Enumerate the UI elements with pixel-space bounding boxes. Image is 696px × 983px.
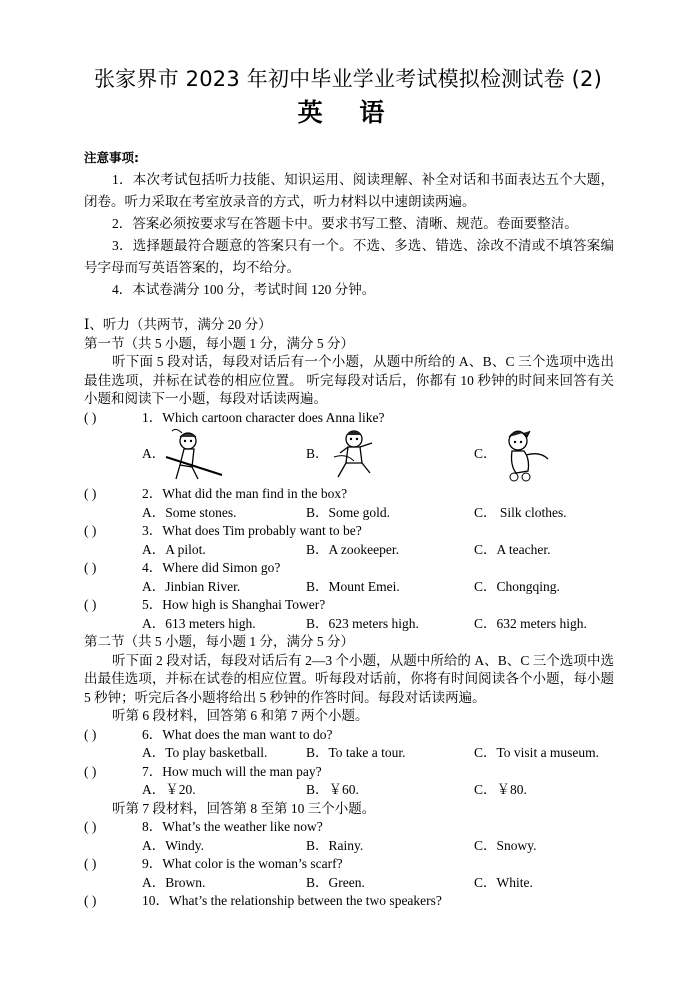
answer-blank[interactable]: ( )	[84, 726, 97, 742]
question-8-options	[84, 837, 614, 856]
section2-instructions: 听下面 2 段对话，每段对话后有 2—3 个小题，从题中所给的 A、B、C 三个选项中选出最佳选项，并标在试卷的相应位置。听每段对话前，你将有时间阅读各个小题，每小题 5 秒钟；听完后各小题将给出 5 秒钟的作答时间。每段对话读两遍。	[84, 652, 614, 705]
option-c[interactable]: C．To visit a museum.	[474, 745, 600, 760]
option-a[interactable]: A．To play basketball.	[142, 745, 268, 760]
section1-heading: 第一节（共 5 小题，每小题 1 分，满分 5 分）	[84, 335, 354, 351]
question-text: 10．What’s the relationship between the two speakers?	[142, 893, 442, 908]
option-b[interactable]: B．￥60.	[306, 782, 359, 797]
option-a[interactable]: A．Some stones.	[142, 504, 237, 520]
note-item: 2．答案必须按要求写在答题卡中。要求书写工整、清晰、规范。卷面要整洁。	[112, 216, 578, 231]
question-text: 5．How high is Shanghai Tower?	[142, 597, 326, 612]
note-item: 4．本试卷满分 100 分，考试时间 120 分钟。	[112, 282, 376, 297]
listening-part	[84, 316, 614, 911]
option-a[interactable]: A．A pilot.	[142, 541, 206, 557]
answer-blank[interactable]: ( )	[84, 409, 97, 425]
option-b[interactable]: B．Mount Emei.	[306, 578, 400, 594]
question-9-options	[84, 874, 614, 893]
question-9	[84, 855, 614, 874]
answer-blank[interactable]: ( )	[84, 597, 97, 612]
option-c[interactable]: C． Silk clothes.	[474, 504, 567, 520]
option-b[interactable]: B．To take a tour.	[306, 745, 406, 760]
answer-blank[interactable]: ( )	[84, 763, 97, 779]
notes-heading: 注意事项:	[84, 150, 139, 165]
subject-title: 英 语	[297, 98, 399, 127]
question-text: 3．What does Tim probably want to be?	[142, 523, 362, 538]
question-4	[84, 559, 614, 578]
notes-section	[84, 148, 614, 301]
exam-title: 张家界市 2023 年初中毕业学业考试模拟检测试卷 (2)	[93, 67, 602, 91]
question-text: 8．What’s the weather like now?	[142, 819, 323, 834]
option-c[interactable]: C．Snowy.	[474, 837, 537, 853]
question-text: 1．Which cartoon character does Anna like?	[142, 409, 385, 425]
answer-blank[interactable]: ( )	[84, 486, 97, 501]
question-7	[84, 763, 614, 782]
section2-heading: 第二节（共 5 小题，每小题 1 分，满分 5 分）	[84, 634, 354, 649]
question-text: 6．What does the man want to do?	[142, 726, 333, 742]
question-5-options	[84, 615, 614, 634]
question-6-options	[84, 744, 614, 763]
material-6-note: 听第 6 段材料，回答第 6 和第 7 两个小题。	[112, 708, 369, 723]
option-b[interactable]: B．Green.	[306, 874, 365, 890]
material-7-note: 听第 7 段材料，回答第 8 至第 10 三个小题。	[112, 800, 376, 816]
monkey-king-icon	[162, 427, 224, 483]
option-a[interactable]: A．Jinbian River.	[142, 578, 241, 594]
option-b[interactable]: B．623 meters high.	[306, 615, 419, 631]
question-4-options	[84, 578, 614, 597]
option-b-label: B．	[306, 446, 329, 461]
question-8	[84, 818, 614, 837]
question-text: 9．What color is the woman’s scarf?	[142, 856, 343, 871]
option-c[interactable]: C．White.	[474, 874, 533, 890]
option-a[interactable]: A．Brown.	[142, 874, 206, 890]
answer-blank[interactable]: ( )	[84, 856, 97, 871]
answer-blank[interactable]: ( )	[84, 560, 97, 575]
option-c-label: C．	[474, 446, 497, 461]
nezha-icon	[326, 427, 384, 483]
question-text: 2．What did the man find in the box?	[142, 486, 348, 501]
note-item: 3．选择题最符合题意的答案只有一个。不选、多选、错选、涂改不清或不填答案编号字母而写英语答案的，均不给分。	[84, 238, 614, 275]
option-c[interactable]: C．A teacher.	[474, 541, 551, 557]
question-5	[84, 596, 614, 615]
option-a[interactable]: A．613 meters high.	[142, 615, 256, 631]
part1-heading: Ⅰ、听力（共两节，满分 20 分）	[84, 317, 272, 332]
question-1	[84, 409, 614, 428]
question-2	[84, 485, 614, 504]
question-text: 4．Where did Simon go?	[142, 560, 281, 575]
answer-blank[interactable]: ( )	[84, 523, 97, 538]
answer-blank[interactable]: ( )	[84, 819, 97, 834]
question-text: 7．How much will the man pay?	[142, 763, 322, 779]
cartoon-girl-icon	[492, 427, 552, 483]
option-b[interactable]: B．Rainy.	[306, 837, 364, 853]
option-c[interactable]: C．￥80.	[474, 782, 527, 797]
note-item: 1．本次考试包括听力技能、知识运用、阅读理解、补全对话和书面表达五个大题，闭卷。听力采取在考室放录音的方式，听力材料以中速朗读两遍。	[84, 172, 614, 209]
option-a-label: A．	[142, 446, 166, 461]
question-10	[84, 892, 614, 911]
question-2-options	[84, 504, 614, 523]
question-6	[84, 726, 614, 745]
option-c[interactable]: C．Chongqing.	[474, 578, 560, 594]
answer-blank[interactable]: ( )	[84, 893, 97, 908]
question-3-options	[84, 541, 614, 560]
option-a[interactable]: A．Windy.	[142, 837, 204, 853]
option-c[interactable]: C．632 meters high.	[474, 615, 587, 631]
section1-instructions: 听下面 5 段对话，每段对话后有一个小题，从题中所给的 A、B、C 三个选项中选出最佳选项，并标在试卷的相应位置。 听完每段对话后，你都有 10 秒钟的时间来回答有关小题和阅读下一小题，每段对话读两遍。	[84, 354, 614, 406]
question-3	[84, 522, 614, 541]
option-b[interactable]: B．Some gold.	[306, 504, 391, 520]
question-7-options	[84, 781, 614, 800]
option-b[interactable]: B．A zookeeper.	[306, 541, 399, 557]
question-1-options	[84, 427, 614, 485]
option-a[interactable]: A．￥20.	[142, 782, 196, 797]
